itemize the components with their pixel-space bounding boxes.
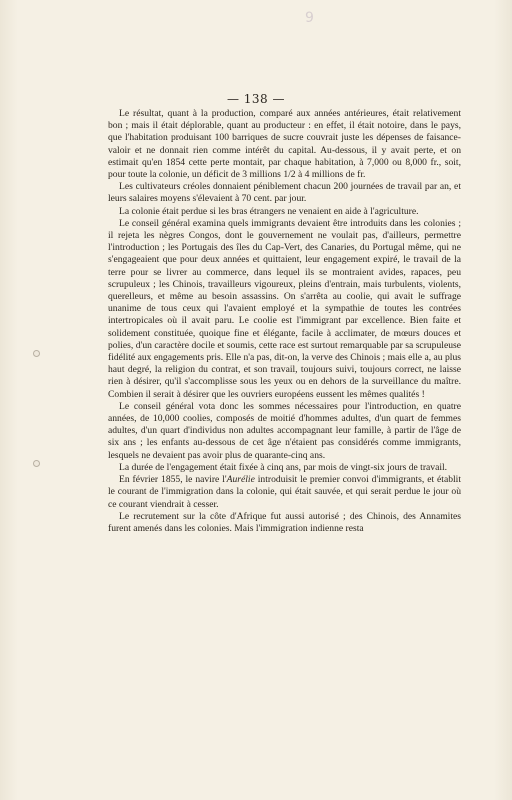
binding-hole-mark [33, 350, 40, 357]
paragraph-conseil-general: Le conseil général examina quels immigrants devaient être introduits dans les colonies ; il rejeta les nègres Congos, dont le gouvernement ne voulait pas, d'ailleurs, permettre l'introduction ; les Portugais des îles du Cap-Vert, des Canaries, du Portugal même, qui ne s'engageaient que pour deux années et quittaient, leur engagement expiré, le travail de la terre pour se livrer au commerce, dans lequel ils se montraient avides, rapaces, peu scrupuleux ; les Chinois, travailleurs vigoureux, pleins d'entrain, mais turbulents, violents, querelleurs, et même au besoin assassins. On s'arrêta au coolie, qui avait le suffrage unanime de tous ceux qui l'avaient employé et la sympathie de toutes les contrées intertropicales où il avait paru. Le coolie est l'immigrant par excellence. Bien faite et solidement constituée, quoique fine et élégante, facile à acclimater, de mœurs douces et polies, d'un caractère docile et soumis, cette race est surtout remarquable par sa scrupuleuse fidélité aux engagements pris. Elle n'a pas, dit-on, la verve des Chinois ; mais elle a, au plus haut degré, la religion du contrat, et son travail, toujours suivi, toujours correct, ne laisse rien à désirer, qu'il s'accomplisse sous les yeux ou en dehors de la surveillance du maître. Combien il serait à désirer que les ouvriers européens eussent les mêmes qualités ! [108, 217, 461, 400]
page-number: — 138 — [226, 92, 286, 106]
paragraph-duree-engagement: La durée de l'engagement était fixée à cinq ans, par mois de vingt-six jours de travail. [119, 461, 448, 473]
binding-hole-mark [33, 460, 40, 467]
paragraph-recrutement: Le recrutement sur la côte d'Afrique fut aussi autorisé ; des Chinois, des Annamites furent amenés dans les colonies. Mais l'immigration indienne resta [108, 510, 461, 534]
paragraph-aurelie [108, 474, 461, 511]
paragraph-vote-coolies: Le conseil général vota donc les sommes nécessaires pour l'introduction, en quatre années, de 10,000 coolies, composés de moitié d'hommes adultes, d'un quart de femmes adultes, d'un quart d'individus non adultes accompagnant leur famille, à partir de l'âge de six ans ; les enfants au-dessous de cet âge n'étaient pas considérés comme immigrants, lesquels ne devaient pas avoir plus de quarante-cinq ans. [108, 400, 461, 461]
aurelie-text-before: En février 1855, le navire l' [119, 474, 227, 486]
aurelie-text-after: introduisit le premier convoi d'immigrants, et établit le courant de l'immigration dans la colonie, qui était sauvée, et qui serait perdue le jour où ce courant viendrait à cesser. [108, 474, 461, 510]
paragraph-colonie-perdue: La colonie était perdue si les bras étrangers ne venaient en aide à l'agriculture. [119, 205, 419, 217]
body-text [108, 108, 461, 535]
ship-name: Aurélie [226, 474, 255, 486]
pencil-annotation: 9 [305, 10, 314, 26]
paragraph-cultivateurs: Les cultivateurs créoles donnaient péniblement chacun 200 journées de travail par an, et leurs salaires moyens s'élevaient à 70 cent. par jour. [108, 181, 461, 205]
paragraph-production: Le résultat, quant à la production, comparé aux années antérieures, était relativement bon ; mais il était déplorable, quant au producteur : en effet, il était notoire, dans le pays, que l'habitation produisant 100 barriques de sucre couvrait juste les dépenses de faisance-valoir et ne donnait rien comme intérêt du capital. Au-dessous, il y avait perte, et on estimait qu'en 1854 cette perte montait, par chaque habitation, à 7,000 ou 8,000 fr., soit, pour toute la colonie, un déficit de 3 millions 1/2 à 4 millions de fr. [108, 108, 461, 181]
